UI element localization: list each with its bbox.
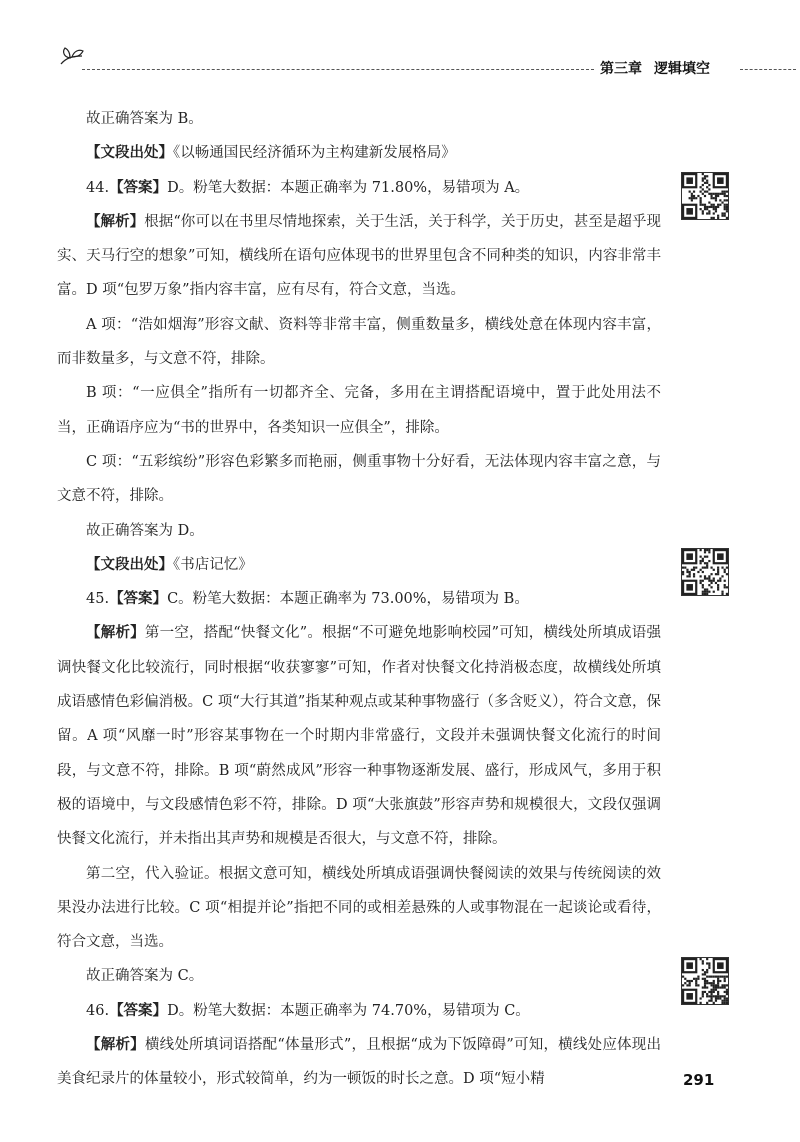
analysis-text: 根据“你可以在书里尽情地探索，关于生活，关于科学，关于历史，甚至是超乎现实、天马行空的想象”可知，横线所在语句应体现书的世界里包含不同种类的知识，内容非常丰富。D 项“包罗万象”指内容丰富，应有尽有，符合文意，当选。 [57,213,661,299]
analysis-tag: 【解析】 [86,212,145,230]
paragraph-source-43 [57,136,661,170]
question-number: 45. [86,591,110,608]
chapter-label: 第三章 [600,61,642,77]
leaf-sprout-icon [58,44,86,72]
answer-tag: 【答案】 [109,590,168,608]
paragraph-option-c-44: C 项：“五彩缤纷”形容色彩繁多而艳丽，侧重事物十分好看，无法体现内容丰富之意，与文意不符，排除。 [57,453,661,505]
analysis-tag: 【解析】 [86,1036,145,1054]
paragraph-option-a-44: A 项：“浩如烟海”形容文献、资料等非常丰富，侧重数量多，横线处意在体现内容丰富，而非数量多，与文意不符，排除。 [57,316,661,368]
qr-code-icon[interactable] [681,957,729,1005]
header-rule-left [82,69,594,70]
chapter-heading [600,58,722,78]
paragraph-analysis-46 [57,1028,661,1097]
page-body [57,102,661,1097]
source-tag: 【文段出处】 [86,555,173,573]
paragraph-conclusion-44: 故正确答案为 D。 [86,522,204,539]
source-text: 《以畅通国民经济循环为主构建新发展格局》 [173,145,456,162]
paragraph-answer-44 [57,171,661,205]
analysis-tag: 【解析】 [86,624,145,642]
paragraph-conclusion-43: 故正确答案为 B。 [86,111,203,127]
paragraph-second-blank-45: 第二空，代入验证。根据文意可知，横线处所填成语强调快餐阅读的效果与传统阅读的效果没办法进行比较。C 项“相提并论”指把不同的或相差悬殊的人或事物混在一起谈论或看待，符合文意，当选。 [57,865,661,951]
qr-code-icon[interactable] [681,548,729,596]
analysis-text: 横线处所填词语搭配“体量形式”，且根据“成为下饭障碍”可知，横线处应体现出美食纪录片的体量较小，形式较简单，约为一顿饭的时长之意。D 项“短小精 [57,1037,661,1088]
question-number: 46. [86,1002,110,1019]
analysis-text: 第一空，搭配“快餐文化”。根据“不可避免地影响校园”可知，横线处所填成语强调快餐文化比较流行，同时根据“收获寥寥”可知，作者对快餐文化持消极态度，故横线处所填成语感情色彩偏消极。C 项“大行其道”指某种观点或某种事物盛行（多含贬义），符合文意，保留。A 项“风靡一时”形容某事物在一个时期内非常盛行，文段并未强调快餐文化流行的时间段，与文意不符，排除。B 项“蔚然成风”形容一种事物逐渐发展、盛行，形成风气，多用于积极的语境中，与文段感情色彩不符，排除。D 项“大张旗鼓”形容声势和规模很大，文段仅强调快餐文化流行，并未指出其声势和规模是否很大，与文意不符，排除。 [57,625,661,848]
page-header [58,44,800,84]
header-rule-right [740,69,796,70]
chapter-title: 逻辑填空 [654,61,710,77]
paragraph-answer-45 [57,582,661,616]
answer-text: C。粉笔大数据：本题正确率为 73.00%，易错项为 B。 [167,591,529,608]
question-number: 44. [86,179,110,196]
answer-text: D。粉笔大数据：本题正确率为 74.70%，易错项为 C。 [167,1002,530,1019]
source-text: 《书店记忆》 [173,556,253,573]
qr-code-icon[interactable] [681,172,729,220]
paragraph-analysis-45 [57,616,661,856]
answer-tag: 【答案】 [109,178,168,196]
paragraph-answer-46 [57,994,661,1028]
paragraph-conclusion-45: 故正确答案为 C。 [86,968,204,985]
paragraph-option-b-44: B 项：“一应俱全”指所有一切都齐全、完备，多用在主谓搭配语境中，置于此处用法不当，正确语序应为“书的世界中，各类知识一应俱全”，排除。 [57,385,661,436]
answer-tag: 【答案】 [109,1001,168,1019]
page-number: 291 [683,1071,715,1089]
paragraph-analysis-44 [57,205,661,308]
source-tag: 【文段出处】 [86,144,173,162]
answer-text: D。粉笔大数据：本题正确率为 71.80%，易错项为 A。 [167,179,530,196]
paragraph-source-44 [57,548,661,582]
